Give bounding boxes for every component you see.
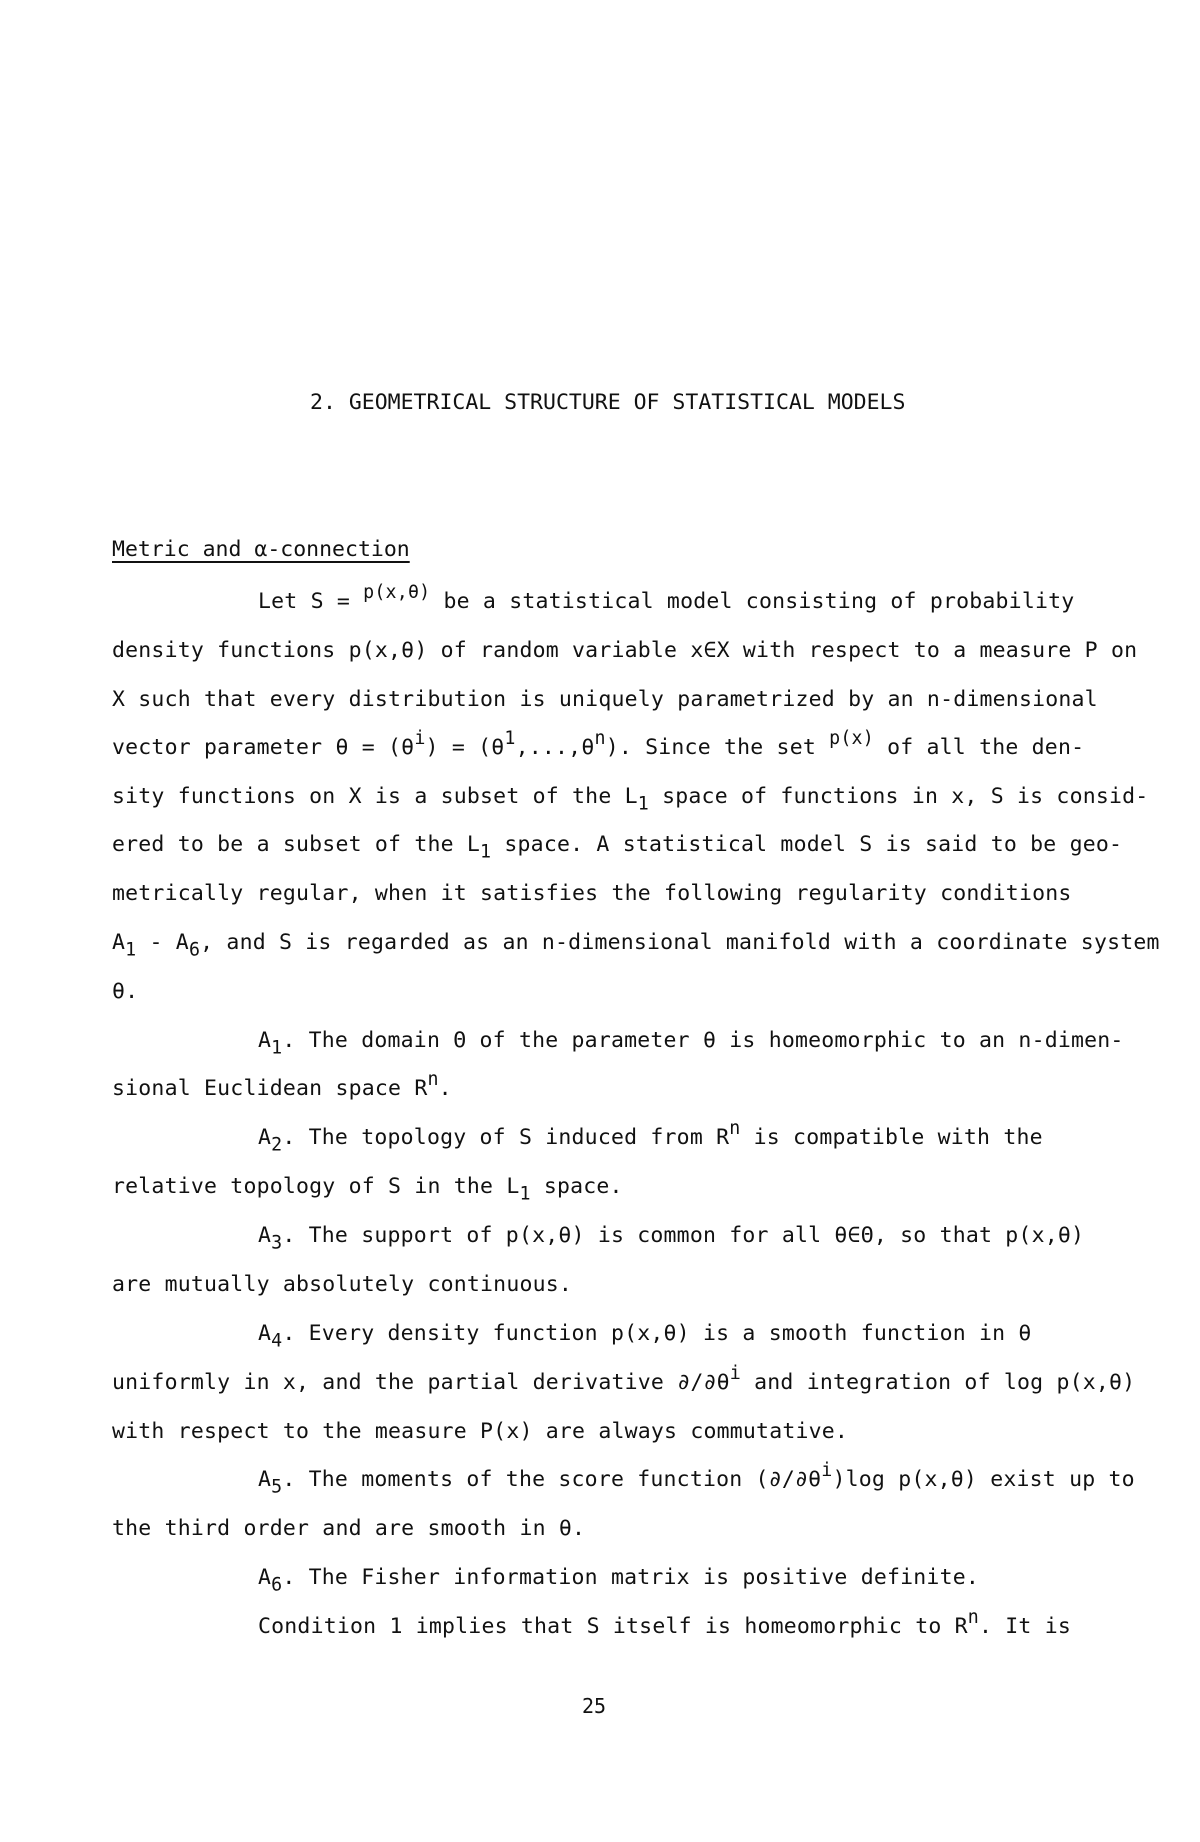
subscript: 6 — [271, 1574, 283, 1596]
paragraph-line: metrically regular, when it satisfies the following regularity conditions — [112, 881, 1072, 906]
paragraph-line: the third order and are smooth in θ. — [112, 1516, 586, 1541]
paragraph-line: uniformly in x, and the partial derivative $\partial/\partial\theta^i$ and integration of log p(x,θ) — [112, 1362, 1136, 1395]
subscript: 3 — [271, 1232, 283, 1254]
paragraph-line: Let S = $^{p(x,\theta)}$ be a statistical model consisting of probability — [258, 581, 1075, 614]
paragraph-line: density functions p(x,θ) of random variable x∈X with respect to a measure P on — [112, 638, 1138, 663]
page-number: 25 — [582, 1694, 607, 1718]
superscript: n — [594, 727, 606, 749]
subscript: 1 — [637, 793, 649, 815]
paragraph-line: are mutually absolutely continuous. — [112, 1272, 573, 1297]
subsection-heading: Metric and α-connection — [112, 537, 410, 562]
subscript: 5 — [271, 1476, 283, 1498]
paragraph-line: Condition 1 implies that S itself is homeomorphic to $R^n$. It is — [258, 1606, 1071, 1639]
superscript: n — [427, 1068, 439, 1090]
subscript: 1 — [271, 1037, 283, 1059]
subscript: 1 — [519, 1183, 531, 1205]
paragraph-line: $A_1 - A_6$, and S is regarded as an n-dimensional manifold with a coordinate system — [112, 930, 1160, 961]
condition-a1-line: $A_1$. The domain Θ of the parameter θ is homeomorphic to an n-dimen- — [258, 1028, 1124, 1059]
paragraph-line: relative topology of S in the $L_1$ space. — [112, 1174, 623, 1205]
paragraph-line: ered to be a subset of the $L_1$ space. A statistical model S is said to be geo- — [112, 832, 1123, 863]
condition-a5-line: $A_5$. The moments of the score function $(\partial/\partial\theta^i)\log$ p(x,θ) exist up to — [258, 1459, 1135, 1498]
superscript: p(x) — [829, 727, 874, 749]
condition-a2-line: $A_2$. The topology of S induced from $R^n$ is compatible with the — [258, 1117, 1043, 1156]
superscript: n — [967, 1606, 979, 1628]
superscript: n — [729, 1117, 741, 1139]
condition-a3-line: $A_3$. The support of p(x,θ) is common for all θ∈Θ, so that p(x,θ) — [258, 1223, 1085, 1254]
superscript: i — [729, 1362, 741, 1384]
condition-a6-line: $A_6$. The Fisher information matrix is positive definite. — [258, 1565, 979, 1596]
condition-a4-line: $A_4$. Every density function p(x,θ) is a smooth function in θ — [258, 1321, 1032, 1352]
superscript: i — [414, 727, 426, 749]
subscript: 6 — [188, 939, 201, 961]
section-title: 2. GEOMETRICAL STRUCTURE OF STATISTICAL MODELS — [310, 390, 906, 415]
subscript: 4 — [271, 1330, 283, 1352]
paragraph-line: sional Euclidean space $R^n$. — [112, 1068, 452, 1101]
subscript: 1 — [480, 841, 492, 863]
subscript: 1 — [125, 939, 137, 961]
superscript: i — [821, 1459, 833, 1481]
paragraph-line: sity functions on X is a subset of the $L_1$ space of functions in x, S is consid- — [112, 784, 1149, 815]
superscript: p(x,θ) — [363, 581, 431, 603]
paragraph-line: X such that every distribution is uniquely parametrized by an n-dimensional — [112, 687, 1098, 712]
subscript: 2 — [271, 1134, 283, 1156]
superscript: 1 — [504, 727, 516, 749]
paragraph-line: θ. — [112, 979, 139, 1004]
paragraph-line: with respect to the measure P(x) are always commutative. — [112, 1419, 849, 1444]
paragraph-line: vector parameter $\theta = (\theta^i) = (\theta^1,...,\theta^n)$. Since the set $^{p(x)}$ of all the den- — [112, 727, 1085, 760]
